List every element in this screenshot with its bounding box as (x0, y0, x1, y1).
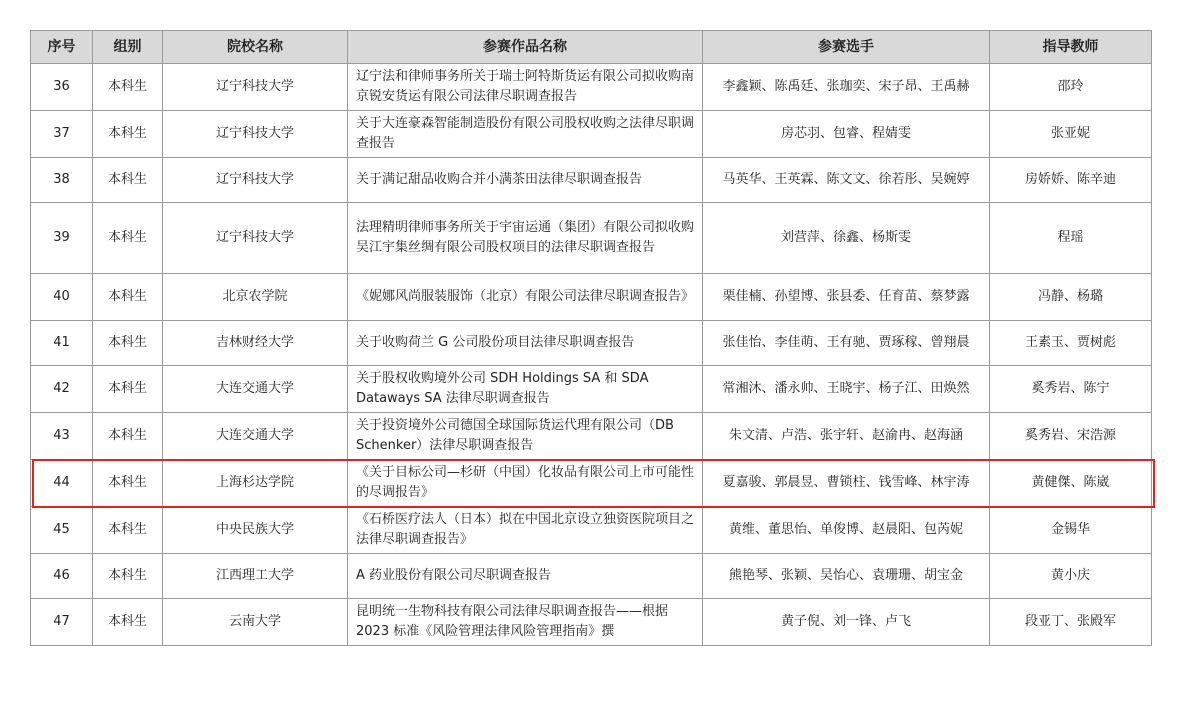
cell-teacher: 奚秀岩、宋浩源 (990, 413, 1152, 460)
table-row (31, 203, 1152, 274)
cell-group: 本科生 (93, 111, 163, 158)
cell-work: 关于收购荷兰 G 公司股份项目法律尽职调查报告 (348, 321, 703, 366)
cell-group: 本科生 (93, 274, 163, 321)
table-row (31, 413, 1152, 460)
cell-number: 40 (31, 274, 93, 321)
table-row (31, 111, 1152, 158)
header-players: 参赛选手 (703, 31, 990, 64)
cell-group: 本科生 (93, 64, 163, 111)
cell-players: 常湘沐、潘永帅、王晓宇、杨子江、田焕然 (703, 366, 990, 413)
cell-number: 39 (31, 203, 93, 274)
cell-work: 辽宁法和律师事务所关于瑞士阿特斯货运有限公司拟收购南京锐安货运有限公司法律尽职调查报告 (348, 64, 703, 111)
cell-players: 熊艳琴、张颖、吴怡心、袁珊珊、胡宝金 (703, 554, 990, 599)
cell-school: 辽宁科技大学 (163, 111, 348, 158)
cell-teacher: 黄小庆 (990, 554, 1152, 599)
cell-school: 辽宁科技大学 (163, 64, 348, 111)
cell-group: 本科生 (93, 158, 163, 203)
header-work: 参赛作品名称 (348, 31, 703, 64)
cell-number: 41 (31, 321, 93, 366)
cell-school: 上海杉达学院 (163, 460, 348, 507)
table-row-highlighted (31, 460, 1152, 507)
cell-teacher: 金锡华 (990, 507, 1152, 554)
cell-players: 李鑫颖、陈禹廷、张珈奕、宋子昂、王禹赫 (703, 64, 990, 111)
cell-number: 46 (31, 554, 93, 599)
cell-number: 47 (31, 599, 93, 646)
cell-work: 昆明统一生物科技有限公司法律尽职调查报告——根据 2023 标准《风险管理法律风险管理指南》撰 (348, 599, 703, 646)
cell-group: 本科生 (93, 203, 163, 274)
cell-school: 中央民族大学 (163, 507, 348, 554)
table-header-row (31, 31, 1152, 64)
table-row (31, 158, 1152, 203)
cell-players: 张佳怡、李佳萌、王有驰、贾琢稼、曾翔晨 (703, 321, 990, 366)
cell-group: 本科生 (93, 460, 163, 507)
results-table-container (30, 30, 1151, 646)
cell-number: 45 (31, 507, 93, 554)
cell-teacher: 房娇娇、陈辛迪 (990, 158, 1152, 203)
results-table (30, 30, 1152, 646)
cell-school: 江西理工大学 (163, 554, 348, 599)
cell-work: 关于股权收购境外公司 SDH Holdings SA 和 SDA Dataways SA 法律尽职调查报告 (348, 366, 703, 413)
cell-work: 《石桥医疗法人（日本）拟在中国北京设立独资医院项目之法律尽职调查报告》 (348, 507, 703, 554)
cell-teacher: 程瑶 (990, 203, 1152, 274)
cell-players: 房芯羽、包睿、程婧雯 (703, 111, 990, 158)
table-row (31, 554, 1152, 599)
cell-number: 36 (31, 64, 93, 111)
header-school: 院校名称 (163, 31, 348, 64)
table-row (31, 321, 1152, 366)
cell-work: 《关于目标公司—杉研（中国）化妆品有限公司上市可能性的尽调报告》 (348, 460, 703, 507)
cell-players: 黄子倪、刘一锋、卢飞 (703, 599, 990, 646)
table-row (31, 599, 1152, 646)
cell-school: 北京农学院 (163, 274, 348, 321)
table-row (31, 274, 1152, 321)
cell-school: 大连交通大学 (163, 366, 348, 413)
header-group: 组别 (93, 31, 163, 64)
cell-teacher: 王素玉、贾树彪 (990, 321, 1152, 366)
cell-players: 黄维、董思怡、单俊博、赵晨阳、包芮妮 (703, 507, 990, 554)
cell-teacher: 张亚妮 (990, 111, 1152, 158)
table-row (31, 366, 1152, 413)
cell-school: 辽宁科技大学 (163, 158, 348, 203)
cell-number: 37 (31, 111, 93, 158)
cell-school: 大连交通大学 (163, 413, 348, 460)
cell-school: 辽宁科技大学 (163, 203, 348, 274)
cell-teacher: 黄健傑、陈崴 (990, 460, 1152, 507)
cell-number: 43 (31, 413, 93, 460)
table-row (31, 507, 1152, 554)
cell-teacher: 段亚丁、张殿军 (990, 599, 1152, 646)
cell-number: 42 (31, 366, 93, 413)
cell-work: 关于满记甜品收购合并小满茶田法律尽职调查报告 (348, 158, 703, 203)
cell-group: 本科生 (93, 507, 163, 554)
cell-players: 朱文清、卢浩、张宇轩、赵渝冉、赵海涵 (703, 413, 990, 460)
cell-players: 栗佳楠、孙望博、张县委、任育苗、蔡梦露 (703, 274, 990, 321)
header-number: 序号 (31, 31, 93, 64)
cell-school: 吉林财经大学 (163, 321, 348, 366)
table-row (31, 64, 1152, 111)
cell-work: 关于大连豪森智能制造股份有限公司股权收购之法律尽职调查报告 (348, 111, 703, 158)
cell-group: 本科生 (93, 554, 163, 599)
cell-players: 刘营萍、徐鑫、杨斯雯 (703, 203, 990, 274)
cell-number: 44 (31, 460, 93, 507)
cell-group: 本科生 (93, 366, 163, 413)
cell-teacher: 邵玲 (990, 64, 1152, 111)
cell-work: 《妮娜风尚服装服饰（北京）有限公司法律尽职调查报告》 (348, 274, 703, 321)
cell-teacher: 冯静、杨璐 (990, 274, 1152, 321)
header-teacher: 指导教师 (990, 31, 1152, 64)
cell-players: 夏嘉骏、郭晨昱、曹锁柱、钱雪峰、林宇涛 (703, 460, 990, 507)
cell-work: 关于投资境外公司德国全球国际货运代理有限公司（DB Schenker）法律尽职调查报告 (348, 413, 703, 460)
cell-school: 云南大学 (163, 599, 348, 646)
cell-players: 马英华、王英霖、陈文文、徐若彤、吴婉婷 (703, 158, 990, 203)
cell-group: 本科生 (93, 413, 163, 460)
cell-teacher: 奚秀岩、陈宁 (990, 366, 1152, 413)
cell-number: 38 (31, 158, 93, 203)
cell-group: 本科生 (93, 321, 163, 366)
cell-work: 法理精明律师事务所关于宇宙运通（集团）有限公司拟收购吴江宇集丝绸有限公司股权项目的法律尽职调查报告 (348, 203, 703, 274)
cell-work: A 药业股份有限公司尽职调查报告 (348, 554, 703, 599)
cell-group: 本科生 (93, 599, 163, 646)
